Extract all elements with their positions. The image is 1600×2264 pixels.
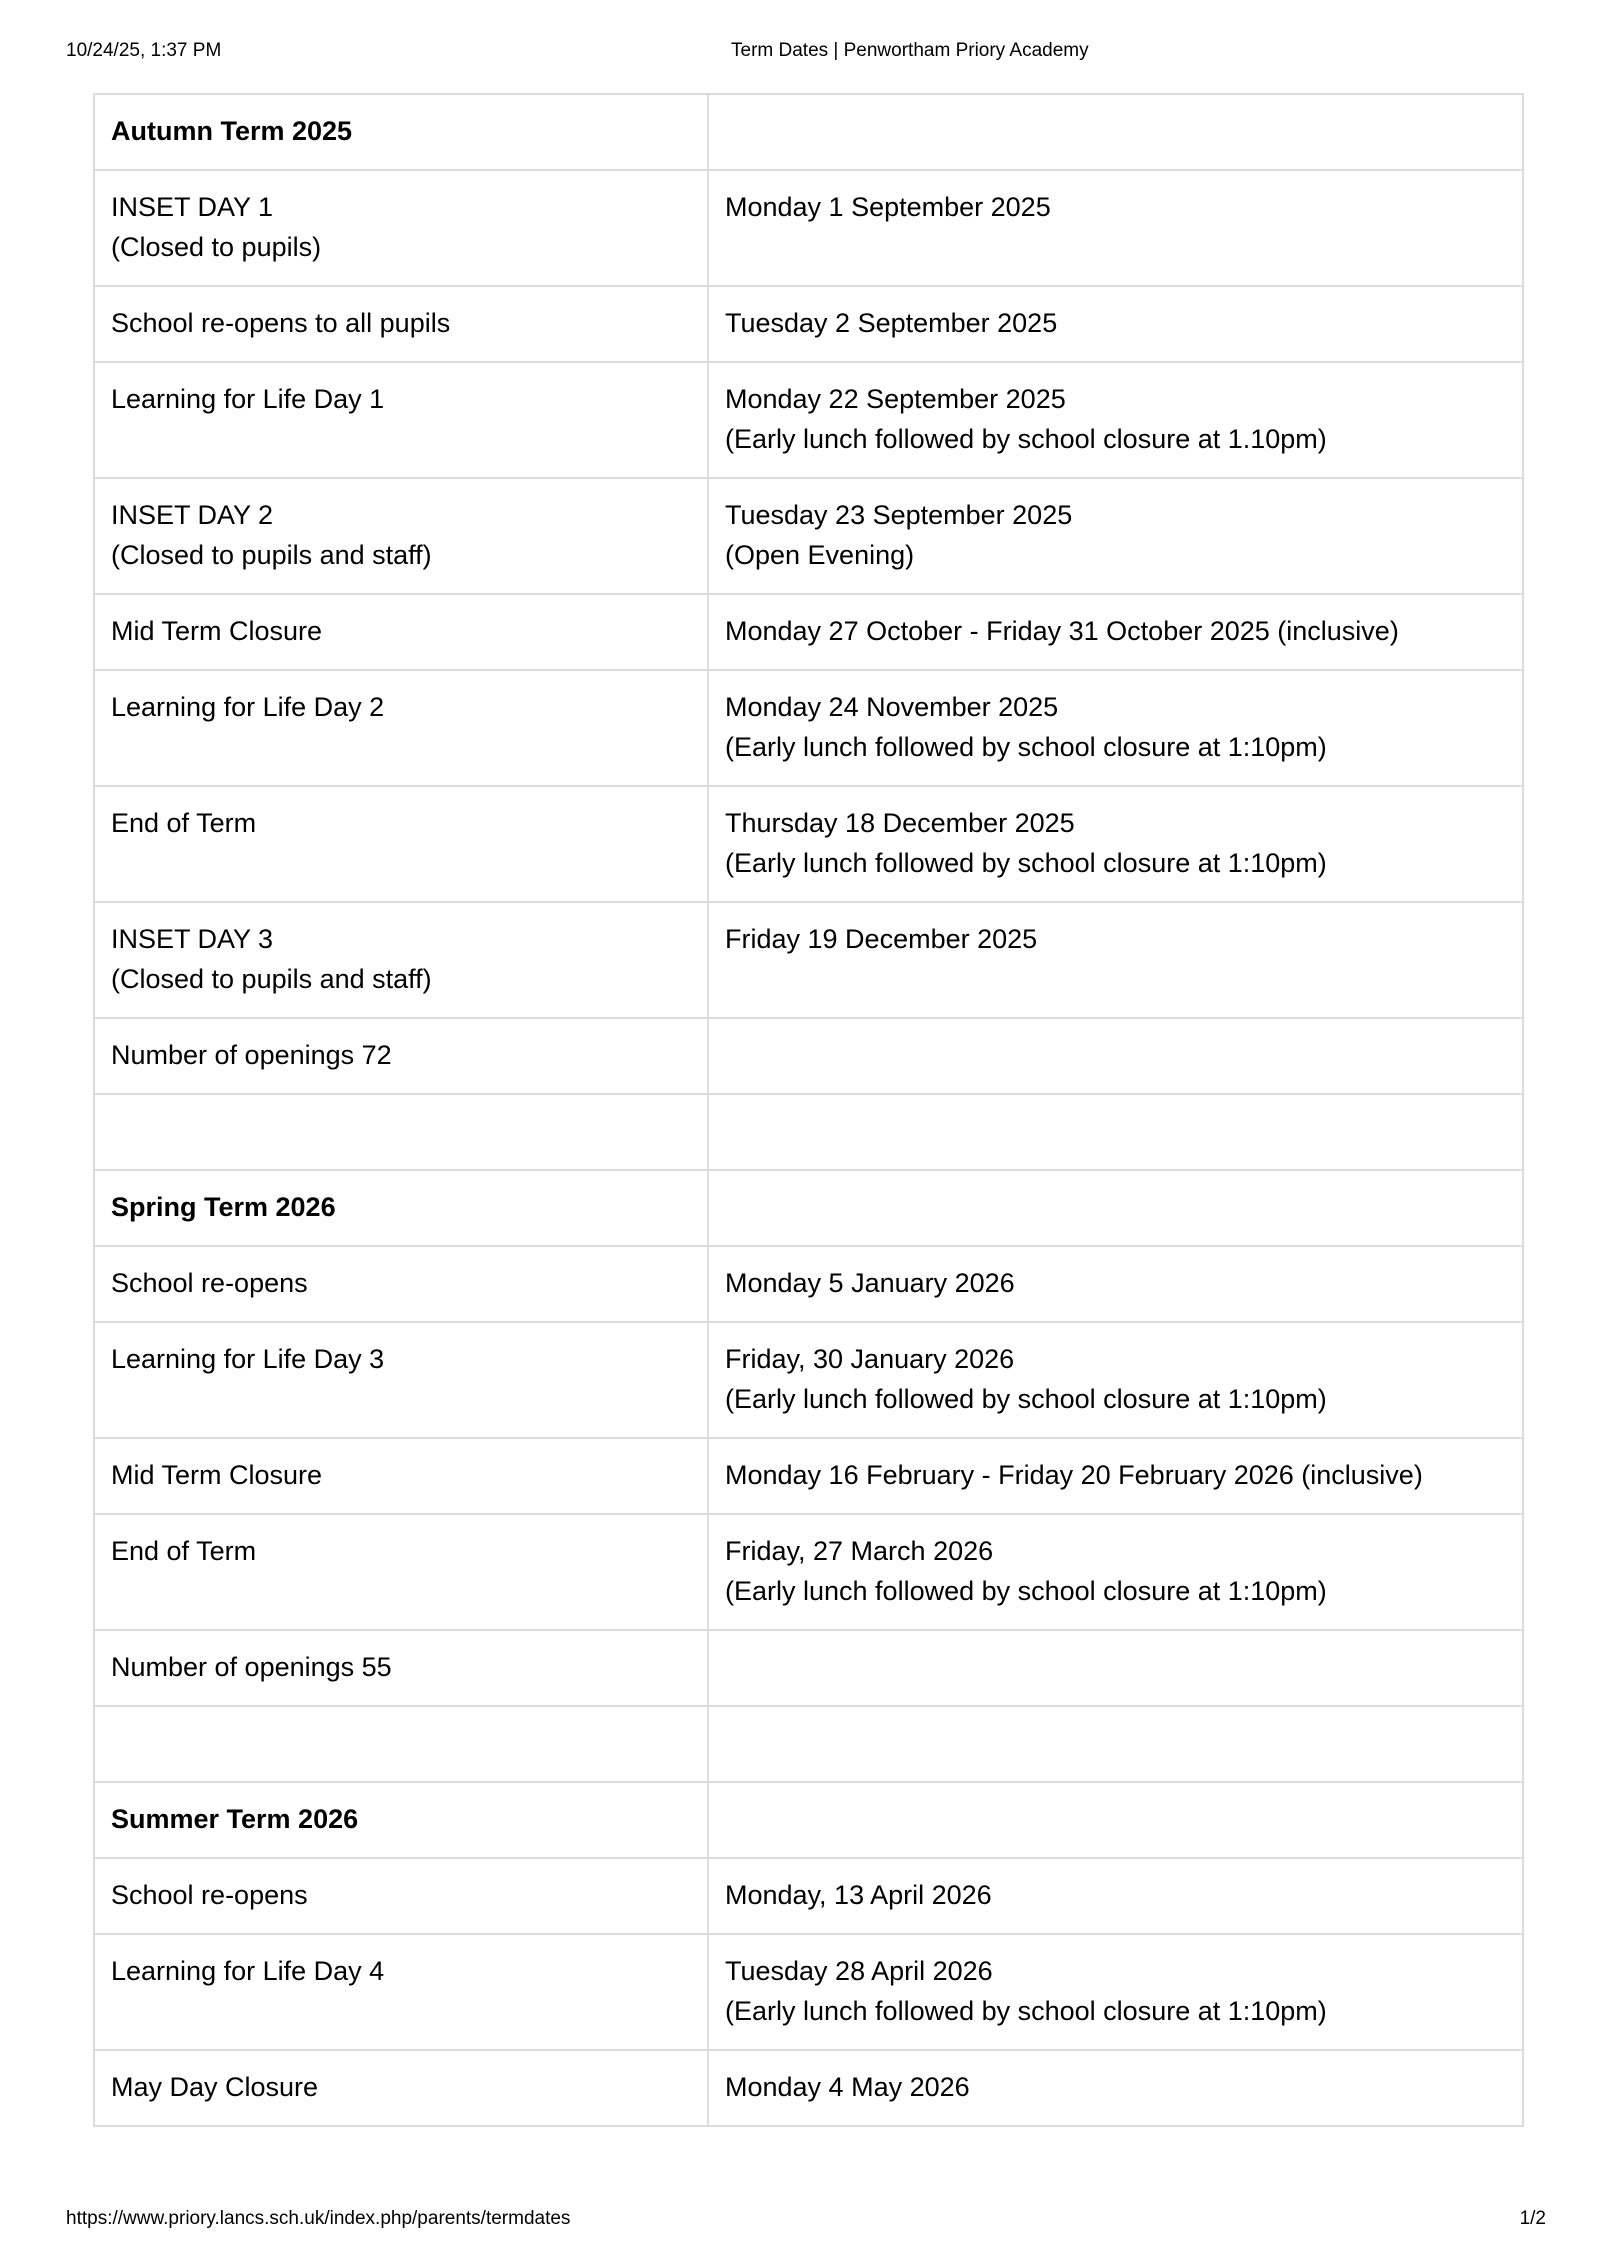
date-text: Monday 16 February - Friday 20 February 2026 (inclusive)	[725, 1460, 1423, 1490]
date-cell	[708, 1706, 1523, 1782]
date-cell	[708, 1438, 1523, 1514]
event-cell	[94, 670, 708, 786]
print-timestamp: 10/24/25, 1:37 PM	[66, 40, 222, 61]
date-cell	[708, 1246, 1523, 1322]
table-row	[94, 2050, 1523, 2126]
event-cell	[94, 286, 708, 362]
event-text: INSET DAY 3	[111, 924, 274, 954]
date-text: Monday 27 October - Friday 31 October 2025 (inclusive)	[725, 616, 1399, 646]
print-header	[66, 40, 1534, 64]
event-text: Learning for Life Day 3	[111, 1344, 385, 1374]
event-cell	[94, 2050, 708, 2126]
event-text: (Closed to pupils)	[111, 232, 322, 262]
date-text: (Early lunch followed by school closure at 1:10pm)	[725, 1576, 1327, 1606]
event-text: INSET DAY 2	[111, 500, 274, 530]
date-text: (Early lunch followed by school closure at 1:10pm)	[725, 732, 1327, 762]
date-cell	[708, 1934, 1523, 2050]
table-row	[94, 1934, 1523, 2050]
event-cell	[94, 94, 708, 170]
date-text: (Early lunch followed by school closure at 1:10pm)	[725, 1996, 1327, 2026]
event-text: (Closed to pupils and staff)	[111, 964, 432, 994]
table-row	[94, 902, 1523, 1018]
page-title: Term Dates | Penwortham Priory Academy	[731, 40, 1089, 61]
page-url: https://www.priory.lancs.sch.uk/index.php/parents/termdates	[66, 2208, 571, 2229]
table-row	[94, 478, 1523, 594]
date-cell	[708, 1018, 1523, 1094]
event-cell	[94, 1782, 708, 1858]
event-text: Spring Term 2026	[111, 1192, 336, 1222]
date-cell	[708, 1858, 1523, 1934]
event-cell	[94, 1934, 708, 2050]
event-cell	[94, 1514, 708, 1630]
event-text: Learning for Life Day 4	[111, 1956, 385, 1986]
date-text: Tuesday 23 September 2025	[725, 500, 1073, 530]
event-text: Learning for Life Day 1	[111, 384, 385, 414]
date-cell	[708, 286, 1523, 362]
table-row	[94, 1322, 1523, 1438]
table-row	[94, 1782, 1523, 1858]
table-row	[94, 670, 1523, 786]
date-cell	[708, 478, 1523, 594]
table-row	[94, 1018, 1523, 1094]
event-text: (Closed to pupils and staff)	[111, 540, 432, 570]
date-text: (Open Evening)	[725, 540, 915, 570]
event-cell	[94, 1858, 708, 1934]
event-cell	[94, 1322, 708, 1438]
event-text: Mid Term Closure	[111, 1460, 323, 1490]
date-text: (Early lunch followed by school closure at 1:10pm)	[725, 1384, 1327, 1414]
table-row	[94, 1858, 1523, 1934]
table-row	[94, 1246, 1523, 1322]
date-cell	[708, 1094, 1523, 1170]
date-text: (Early lunch followed by school closure at 1:10pm)	[725, 848, 1327, 878]
date-cell	[708, 362, 1523, 478]
date-cell	[708, 2050, 1523, 2126]
date-cell	[708, 170, 1523, 286]
date-cell	[708, 786, 1523, 902]
page-number: 1/2	[1519, 2208, 1546, 2229]
event-cell	[94, 1094, 708, 1170]
event-text: Number of openings 55	[111, 1652, 392, 1682]
date-cell	[708, 1782, 1523, 1858]
date-cell	[708, 670, 1523, 786]
date-text: Friday, 27 March 2026	[725, 1536, 994, 1566]
table-row	[94, 786, 1523, 902]
date-text: Monday 1 September 2025	[725, 192, 1051, 222]
event-cell	[94, 478, 708, 594]
event-cell	[94, 594, 708, 670]
event-text: School re-opens to all pupils	[111, 308, 451, 338]
date-text: Tuesday 28 April 2026	[725, 1956, 993, 1986]
date-cell	[708, 94, 1523, 170]
table-row	[94, 170, 1523, 286]
event-cell	[94, 362, 708, 478]
table-row	[94, 594, 1523, 670]
date-text: Tuesday 2 September 2025	[725, 308, 1058, 338]
table-row	[94, 362, 1523, 478]
date-text: Monday 4 May 2026	[725, 2072, 970, 2102]
table-row	[94, 286, 1523, 362]
table-row	[94, 1630, 1523, 1706]
event-text: End of Term	[111, 1536, 257, 1566]
event-text: Learning for Life Day 2	[111, 692, 385, 722]
event-text: Number of openings 72	[111, 1040, 392, 1070]
table-row	[94, 1170, 1523, 1246]
event-text: INSET DAY 1	[111, 192, 274, 222]
term-dates-table	[93, 93, 1524, 2127]
event-text: Mid Term Closure	[111, 616, 323, 646]
event-cell	[94, 1706, 708, 1782]
event-text: May Day Closure	[111, 2072, 319, 2102]
date-text: Monday 5 January 2026	[725, 1268, 1015, 1298]
table-row	[94, 1094, 1523, 1170]
date-text: Monday, 13 April 2026	[725, 1880, 992, 1910]
date-cell	[708, 902, 1523, 1018]
table-row	[94, 94, 1523, 170]
event-cell	[94, 902, 708, 1018]
date-text: Friday, 30 January 2026	[725, 1344, 1015, 1374]
event-text: School re-opens	[111, 1268, 308, 1298]
date-cell	[708, 1514, 1523, 1630]
term-dates-table-body	[94, 94, 1523, 2126]
date-text: Thursday 18 December 2025	[725, 808, 1075, 838]
event-cell	[94, 1170, 708, 1246]
event-cell	[94, 170, 708, 286]
date-cell	[708, 1170, 1523, 1246]
date-text: Friday 19 December 2025	[725, 924, 1038, 954]
date-cell	[708, 1630, 1523, 1706]
event-cell	[94, 1018, 708, 1094]
table-row	[94, 1438, 1523, 1514]
event-cell	[94, 1630, 708, 1706]
event-text: Summer Term 2026	[111, 1804, 359, 1834]
date-text: Monday 24 November 2025	[725, 692, 1059, 722]
event-text: End of Term	[111, 808, 257, 838]
date-cell	[708, 1322, 1523, 1438]
event-cell	[94, 1438, 708, 1514]
event-cell	[94, 786, 708, 902]
event-text: School re-opens	[111, 1880, 308, 1910]
table-row	[94, 1706, 1523, 1782]
print-footer	[66, 2208, 1546, 2232]
event-text: Autumn Term 2025	[111, 116, 353, 146]
date-text: (Early lunch followed by school closure at 1.10pm)	[725, 424, 1327, 454]
table-row	[94, 1514, 1523, 1630]
date-cell	[708, 594, 1523, 670]
event-cell	[94, 1246, 708, 1322]
date-text: Monday 22 September 2025	[725, 384, 1066, 414]
